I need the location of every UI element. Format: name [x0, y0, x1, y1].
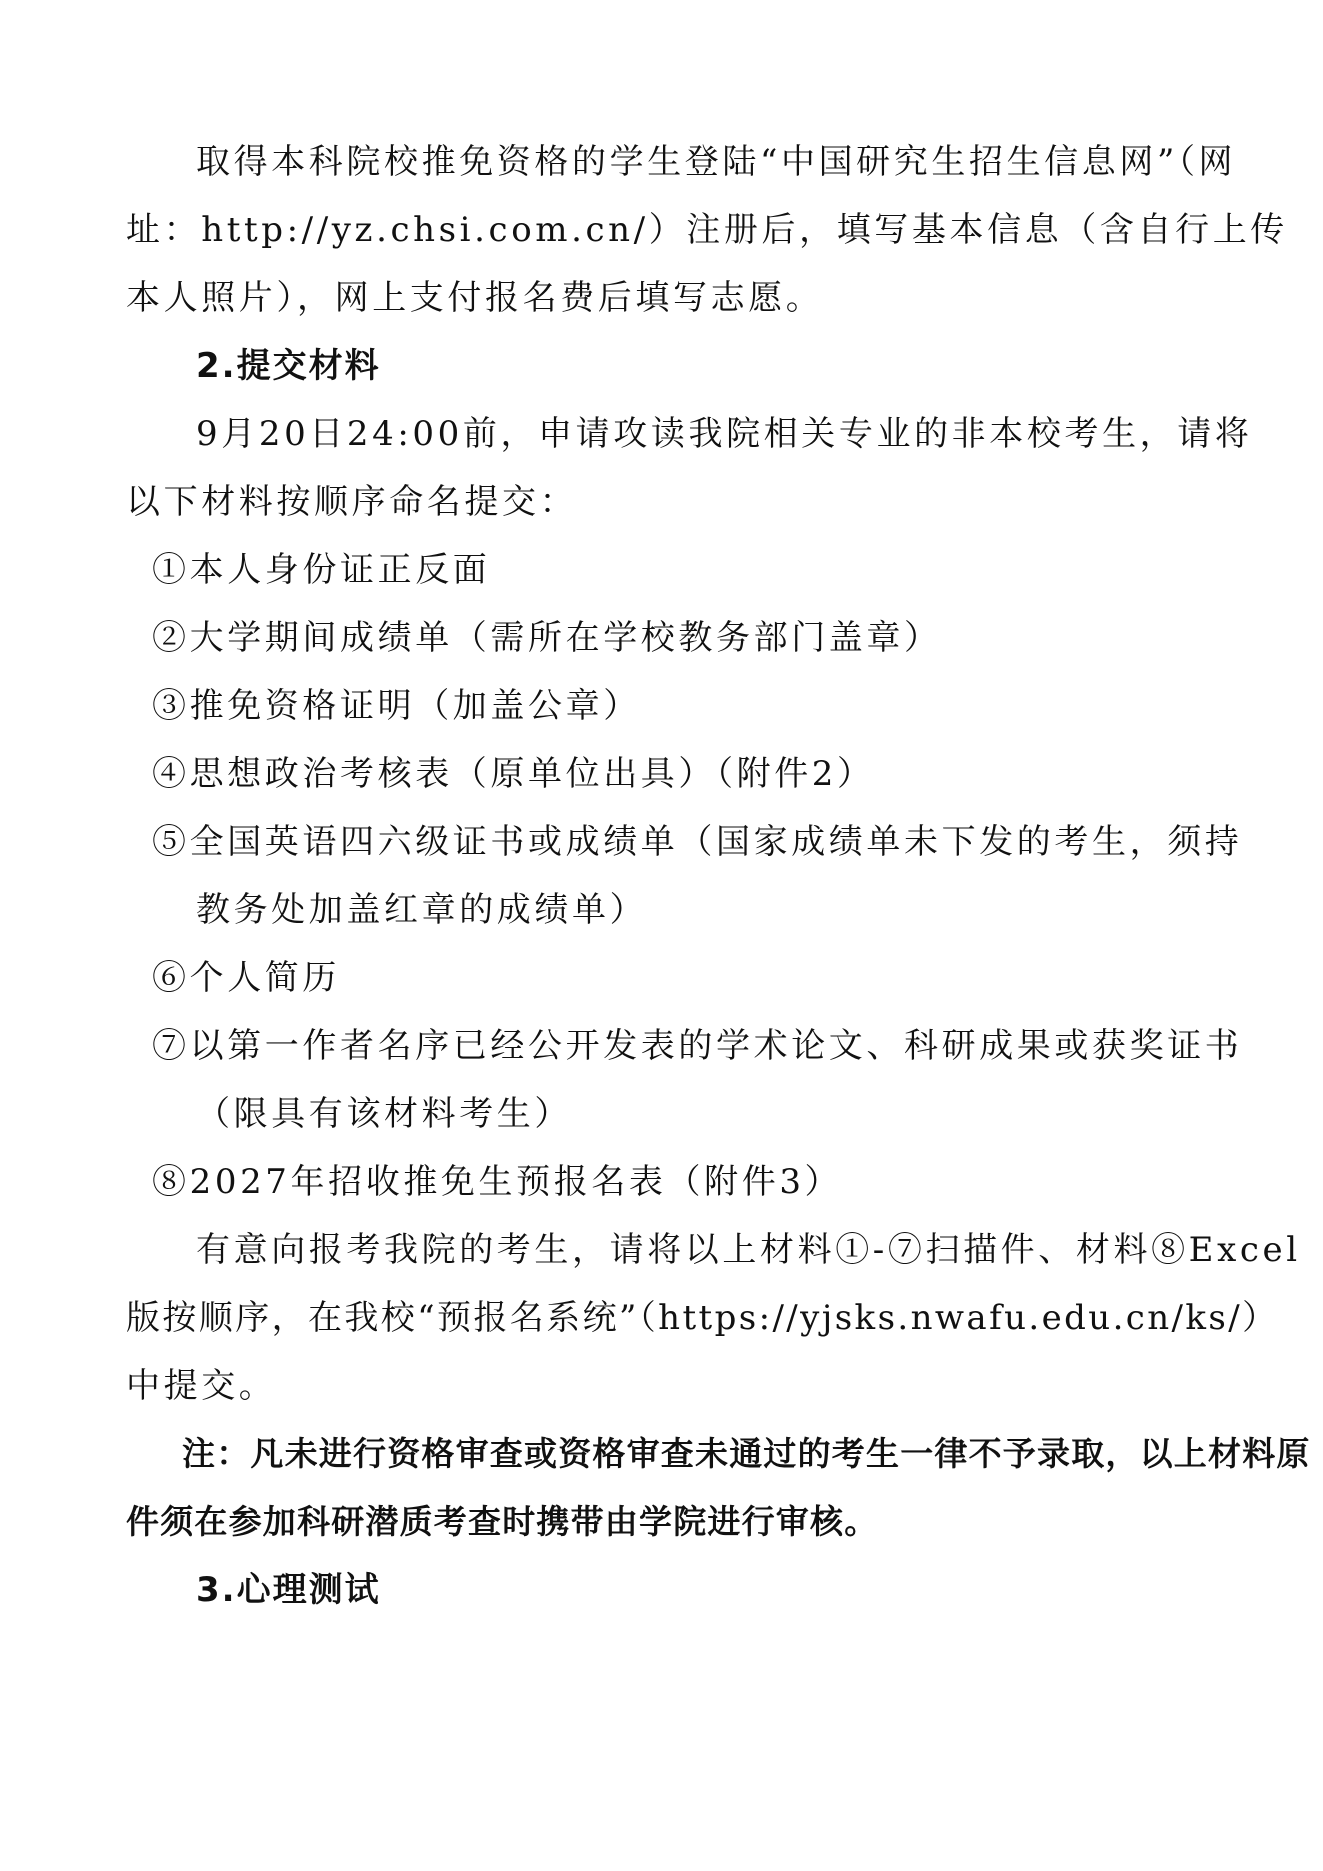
intro-line-3: 本人照片），网上支付报名费后填写志愿。 [126, 278, 824, 318]
section-2-para-line-2: 以下材料按顺序命名提交： [126, 482, 578, 522]
section-2-heading: 2.提交材料 [196, 346, 381, 386]
intro-line-1: 取得本科院校推免资格的学生登陆“中国研究生招生信息网”（网 [196, 142, 1237, 182]
list-item-resume: ⑥个人简历 [152, 958, 340, 998]
note-line-2: 件须在参加科研潜质考查时携带由学院进行审核。 [126, 1502, 879, 1541]
list-item-english-certificate: ⑤全国英语四六级证书或成绩单（国家成绩单未下发的考生，须持 [152, 822, 1243, 862]
list-item-publications: ⑦以第一作者名序已经公开发表的学术论文、科研成果或获奖证书 [152, 1026, 1243, 1066]
list-item-id-card: ①本人身份证正反面 [152, 550, 491, 590]
list-item-publications-cont: （限具有该材料考生） [196, 1094, 572, 1134]
submit-line-1: 有意向报考我院的考生，请将以上材料①-⑦扫描件、材料⑧Excel [196, 1230, 1301, 1270]
submit-line-3: 中提交。 [126, 1366, 277, 1406]
list-item-recommendation-proof: ③推免资格证明（加盖公章） [152, 686, 641, 726]
list-item-english-certificate-cont: 教务处加盖红章的成绩单） [196, 890, 648, 930]
submit-line-2: 版按顺序，在我校“预报名系统”（https://yjsks.nwafu.edu.cn/ks/） [126, 1298, 1279, 1338]
note-line-1: 注：凡未进行资格审查或资格审查未通过的考生一律不予录取，以上材料原 [182, 1434, 1311, 1473]
section-2-para-line-1: 9月20日24:00前，申请攻读我院相关专业的非本校考生，请将 [196, 414, 1253, 454]
list-item-political-assessment: ④思想政治考核表（原单位出具）（附件2） [152, 754, 875, 794]
intro-line-2: 址：http://yz.chsi.com.cn/）注册后，填写基本信息（含自行上传 [126, 210, 1288, 250]
section-3-heading: 3.心理测试 [196, 1570, 381, 1610]
list-item-transcript: ②大学期间成绩单（需所在学校教务部门盖章） [152, 618, 942, 658]
list-item-pre-registration-form: ⑧2027年招收推免生预报名表（附件3） [152, 1162, 843, 1202]
